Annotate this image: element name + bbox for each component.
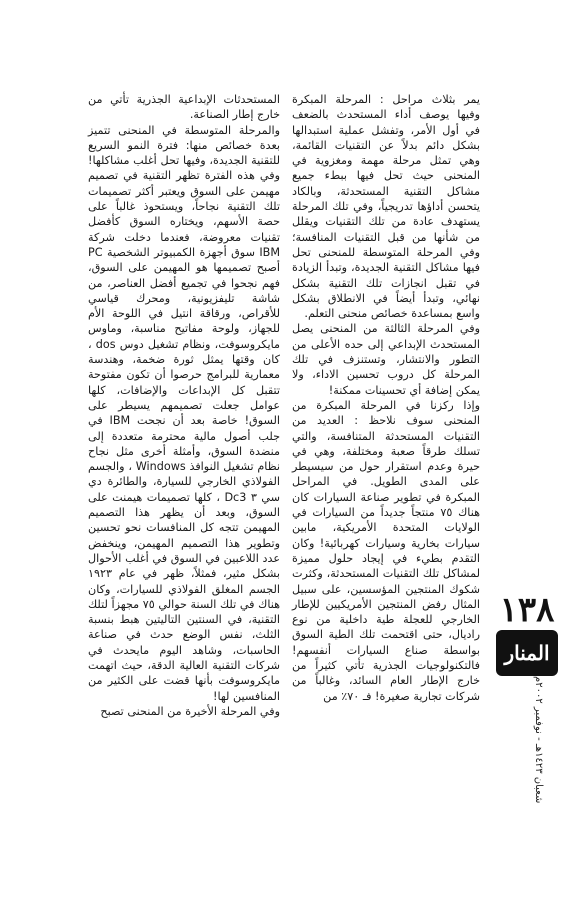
article-paragraph: وإذا ركزنا في المرحلة المبكرة من المنحنى سوف نلاحظ : العديد من التقنيات المستحدثة المتنافسة، والتي تسلك طرقاً صعبة ومختلفة، وهي في حيرة وعدم استقرار حول من سيسيطر على المدى الطويل. في المراحل المبكرة في تطوير صناعة السيارات كان هناك ٧٥ منتجاً جديداً من السيارات في الولايات المتحدة الأمريكية، مابين سيارات بخارية وسيارات كهربائية! وكان التقدم بطيء في إيجاد حلول مميزة لمشاكل تلك التقنيات المستحدثة، وكثرت شكوك المنتجين المؤسسين، على سبيل المثال رفض المنتجين الأمريكيين للإطار الخارجي للعجلة طية داخلية من نوع راديال، حتى اقتحمت تلك الطية السوق بواسطة صناع السيارات أنفسهم! فالتكنولوجيات الجذرية تأتي كثيراً من خارج الإطار العام السائد، وغالباً من شركات تجارية صغيرة! فـ ٧٠٪ من: [292, 398, 480, 703]
article-column-left: [88, 92, 280, 719]
article-paragraph: وفي المرحلة الثالثة من المنحنى يصل المستحدث الإبداعي إلى حده الأعلى من التطور والانتشار، وتستنزف في تلك المرحلة كل دروب تحسين الاداء، ولا يمكن إضافة أي تحسينات ممكنة!: [292, 322, 480, 397]
page-number: ١٣٨: [499, 590, 555, 630]
issue-date: شعبان ١٤٢٣ﻫـ - نوفمبر ٢٠٠٢م: [533, 676, 544, 804]
page-sidebar: [490, 592, 564, 676]
article-paragraph: يمر بثلاث مراحل : المرحلة المبكرة وفيها يوصف أداء المستحدث بالضعف في أول الأمر، وتفشل عملية استبدالها بشكل دائم بدلاً عن التقنيات القائمة، وهي تمثل مرحلة مهمة ومغزوية في المنحنى حيث تحل فيها ببطء جميع مشاكل التقنية المستحدثة، وبالكاد يتحسن أداؤها تدريجياً، وفي تلك المرحلة يستهدف عادة من تلك التقنيات ويقلل من شأنها من قبل التقنيات المنافسة؛ وفي المرحلة المتوسطة للمنحنى تحل فيها مشاكل التقنية الجديدة، وتبدأ الزيادة في تقبل انجازات تلك التقنية بشكل نهائي، وتبدأ أيضاً في الانطلاق بشكل واسع بمساعدة خصائص منحنى التعلم.: [292, 93, 480, 321]
magazine-logo: [496, 630, 558, 676]
article-paragraph: المستحدثات الإبداعية الجذرية تأتي من خارج إطار الصناعة.: [88, 93, 280, 122]
magazine-logo-text: المنار: [504, 641, 550, 665]
article-paragraph: وفي المرحلة الأخيرة من المنحنى تصبح: [100, 704, 280, 718]
article-column-right: [292, 92, 480, 704]
article-paragraph: والمرحلة المتوسطة في المنحنى تتميز بعدة خصائص منها: فترة النمو السريع للتقنية الجديدة، وفيها تحل أغلب مشاكلها! وفي هذه الفترة تظهر التقنية في تصميم مهيمن على السوق ويعتبر أكثر تصميمات تلك التقنية نجاحاً، ويستحوذ غالباً على حصة الأسهم، ويختاره السوق كأفضل تقنيات معروضة، فعندما دخلت شركة IBM سوق أجهزة الكمبيوتر الشخصية PC أصبح تصميمها هو المهيمن على السوق، فهم نجحوا في تجميع أفضل العناصر، من شاشة تليفزيونية، ومحرك قياسي للأقراص، ورقاقة انتيل في اللوحة الأم للجهاز، ولوحة مفاتيح مناسبة، وماوس مايكروسوفت، ونظام تشغيل دوس dos ، كان وقتها يمثل ثورة ضخمة، وهندسة معمارية للبرامج حرصوا أن تكون مفتوحة تتقبل كل الإبداعات والإضافات، كلها عوامل جعلت تصميمهم يسيطر على السوق! خاصة بعد أن نجحت IBM في جلب أصول مالية محترمة متعددة إلى منضدة السوق، وأمثلة أخرى مثل نجاح نظام تشغيل النوافذ Windows ، والجسم الفولاذي الخارجي للسيارة، والطائرة دي سي ٣ Dc3 ، كلها تصميمات هيمنت على السوق، وبعد أن يظهر هذا التصميم المهيمن تتجه كل المنافسات نحو تحسين وتطوير هذا التصميم المهيمن، وينخفض عدد اللاعبين في السوق في أغلب الأحوال بشكل مثير، فمثلاً، ظهر في عام ١٩٢٣ الجسم المغلق الفولاذي للسيارات، وكان هناك في تلك السنة حوالي ٧٥ مجهزاً لتلك التقنية، في السنتين التاليتين هبط بنسبة الثلث، نفس الوضع حدث في صناعة الحاسبات، وشاهد اليوم مايحدث في شركات التقنية العالية الدقة، حيث اتهمت مايكروسوفت بأنها قضت على الكثير من المنافسين لها!: [88, 123, 281, 703]
